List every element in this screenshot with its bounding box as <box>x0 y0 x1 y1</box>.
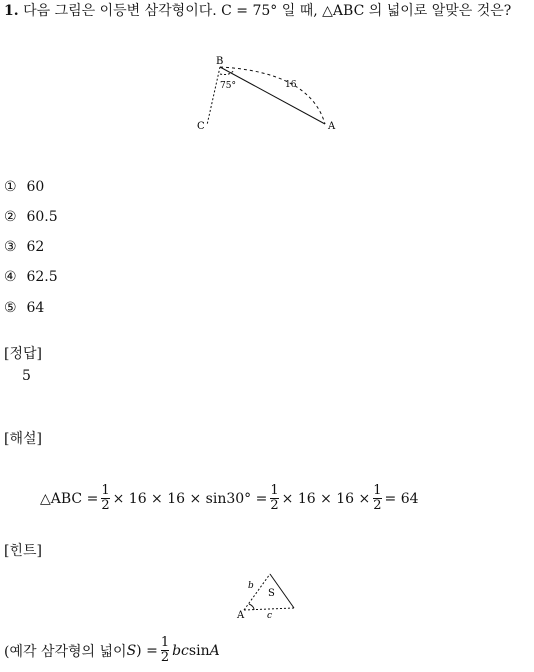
side-ba <box>220 67 325 124</box>
formula-term-2: × 16 × 16 × <box>281 490 371 507</box>
option-value: 62 <box>26 239 45 255</box>
triangle-figure <box>190 52 350 136</box>
option-value: 60.5 <box>26 209 58 225</box>
vertex-c-label: C <box>197 121 205 132</box>
explanation-label: [해설] <box>4 431 42 447</box>
hint-label: [힌트] <box>4 543 42 559</box>
side-bc <box>207 67 220 125</box>
hint-side-c: c <box>267 611 273 621</box>
formula-result: = 64 <box>384 490 419 507</box>
vertex-b-label: B <box>216 56 224 67</box>
fraction-half: $\frac{1}{2}$ <box>101 483 110 513</box>
hint-vertex-a: A <box>237 610 245 621</box>
option-5[interactable] <box>4 300 44 316</box>
option-4[interactable] <box>4 269 58 285</box>
side-length-label: 16 <box>285 80 297 90</box>
option-value: 60 <box>26 179 45 195</box>
option-marker: ④ <box>4 269 17 285</box>
option-value: 64 <box>26 300 45 316</box>
option-3[interactable] <box>4 239 44 255</box>
angle-label: 75° <box>220 81 236 91</box>
option-marker: ⑤ <box>4 300 17 316</box>
question-number: 1. <box>4 3 19 19</box>
option-marker: ② <box>4 209 17 225</box>
option-2[interactable] <box>4 209 58 225</box>
formula-left: △ABC = <box>40 490 99 507</box>
formula-term-1: × 16 × 16 × sin30° = <box>112 490 268 507</box>
fraction-half: $\frac{1}{2}$ <box>160 635 170 665</box>
hint-side-b: b <box>248 581 254 591</box>
option-marker: ① <box>4 179 17 195</box>
option-value: 62.5 <box>26 269 58 285</box>
vertex-a-label: A <box>328 121 336 132</box>
answer-label: [정답] <box>4 346 42 362</box>
explanation-formula <box>40 484 419 513</box>
hint-triangle-figure <box>232 568 302 622</box>
question-text: 다음 그림은 이등변 삼각형이다. C = 75° 일 때, △ABC 의 넓이로 알맞은 것은? <box>23 3 512 19</box>
fraction-half: $\frac{1}{2}$ <box>270 483 279 513</box>
question <box>4 0 530 22</box>
answer-value: 5 <box>22 368 31 384</box>
option-marker: ③ <box>4 239 17 255</box>
fraction-half: $\frac{1}{2}$ <box>373 483 382 513</box>
hint-area-s: S <box>268 588 275 599</box>
hint-formula: (예각 삼각형의 넓이 S ) = $\frac{1}{2}$ bc sin A <box>4 635 220 665</box>
option-1[interactable] <box>4 179 44 195</box>
